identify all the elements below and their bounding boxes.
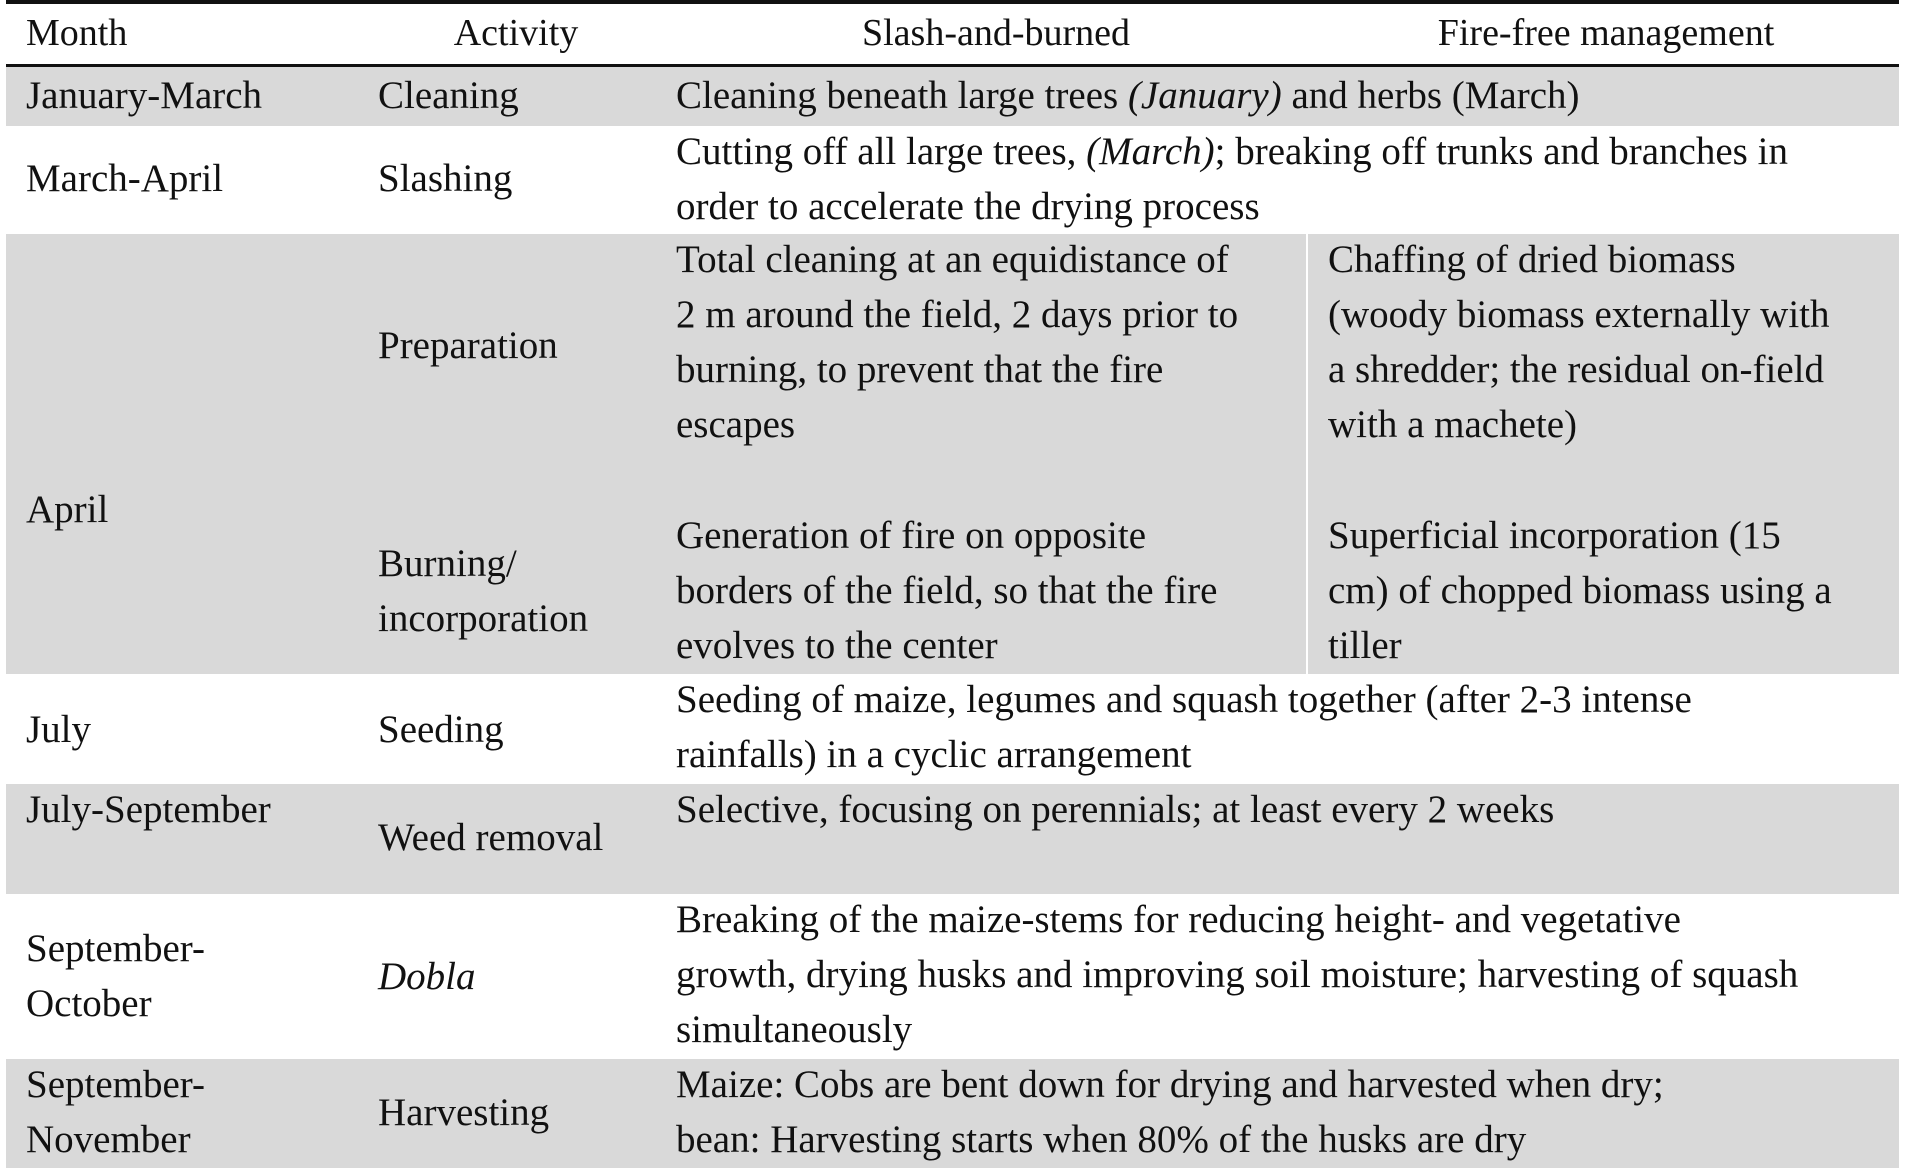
- description-line: Maize: Cobs are bent down for drying and harvested when dry;: [676, 1063, 1664, 1106]
- month-cell: January-March: [26, 74, 263, 117]
- description-line: tiller: [1328, 624, 1402, 667]
- description-line: Superficial incorporation (15: [1328, 514, 1781, 557]
- description-line: burning, to prevent that the fire: [676, 348, 1164, 391]
- description-line: cm) of chopped biomass using a: [1328, 569, 1832, 612]
- description-cell: [676, 892, 1798, 1057]
- description-line: Total cleaning at an equidistance of: [676, 238, 1229, 281]
- description-cell: [676, 68, 1580, 123]
- description-line: bean: Harvesting starts when 80% of the husks are dry: [676, 1118, 1527, 1161]
- table-row: [6, 1059, 1899, 1168]
- description-line: Burning/: [378, 542, 517, 585]
- description-line: evolves to the center: [676, 624, 998, 667]
- description-italic: (January): [1127, 74, 1282, 117]
- description-line: (woody biomass externally with: [1328, 293, 1830, 336]
- description-line: Breaking of the maize-stems for reducing height- and vegetative: [676, 898, 1681, 941]
- activity-cell: Slashing: [378, 157, 513, 200]
- table-row: [6, 67, 1899, 126]
- header-fire-free: Fire-free management: [1437, 12, 1775, 54]
- description-line: a shredder; the residual on-field: [1328, 348, 1824, 391]
- month-cell: [26, 1057, 205, 1167]
- column-divider: [1306, 234, 1308, 674]
- activity-cell-burning: [378, 536, 588, 646]
- description-line: September-: [26, 927, 205, 970]
- description-text: ; breaking off trunks and branches in: [1214, 130, 1788, 173]
- description-text: Cutting off all large trees,: [676, 130, 1087, 173]
- description-line: Generation of fire on opposite: [676, 514, 1147, 557]
- description-line: October: [26, 982, 152, 1025]
- description-line: growth, drying husks and improving soil moisture; harvesting of squash: [676, 953, 1799, 996]
- table-row: [6, 126, 1899, 234]
- header-row: [6, 4, 1899, 64]
- month-cell: [26, 921, 205, 1031]
- activity-table: [6, 0, 1899, 1168]
- description-cell: [676, 124, 1788, 234]
- table-row: [6, 674, 1899, 784]
- description-italic: (March): [1086, 130, 1215, 173]
- activity-cell: Cleaning: [378, 74, 519, 117]
- description-line: September-: [26, 1063, 205, 1106]
- description-line: rainfalls) in a cyclic arrangement: [676, 733, 1192, 776]
- description-cell: [676, 1057, 1664, 1167]
- activity-cell: Harvesting: [378, 1091, 550, 1134]
- description-text: and herbs (March): [1281, 74, 1580, 117]
- header-activity: Activity: [453, 12, 579, 54]
- table-row: [6, 234, 1899, 674]
- description-line: borders of the field, so that the fire: [676, 569, 1218, 612]
- description-line: order to accelerate the drying process: [676, 185, 1260, 228]
- description-line: Chaffing of dried biomass: [1328, 238, 1736, 281]
- month-cell: July-September: [26, 788, 271, 831]
- description-cell: [676, 672, 1692, 782]
- description-line: 2 m around the field, 2 days prior to: [676, 293, 1239, 336]
- description-line: incorporation: [378, 597, 589, 640]
- activity-cell: Seeding: [378, 708, 504, 751]
- header-month: Month: [26, 12, 128, 54]
- table-row: [6, 894, 1899, 1059]
- activity-cell: [378, 949, 476, 1004]
- activity-cell: Weed removal: [378, 816, 604, 859]
- description-line: escapes: [676, 403, 796, 446]
- slash-cell-burning: [676, 508, 1218, 673]
- description-line: with a machete): [1328, 403, 1578, 446]
- month-cell: March-April: [26, 157, 224, 200]
- table-row: [6, 784, 1899, 894]
- header-slash-and-burned: Slash-and-burned: [861, 12, 1131, 54]
- month-cell: April: [26, 488, 109, 531]
- month-cell: July: [26, 708, 92, 751]
- activity-italic: Dobla: [378, 955, 476, 998]
- description-line: November: [26, 1118, 191, 1161]
- description-text: Cleaning beneath large trees: [676, 74, 1128, 117]
- firefree-cell-burning: [1328, 508, 1832, 673]
- activity-cell-preparation: Preparation: [378, 324, 558, 367]
- description-line: [676, 124, 1788, 179]
- description-line: simultaneously: [676, 1008, 913, 1051]
- firefree-cell-preparation: [1328, 232, 1830, 452]
- description-cell: Selective, focusing on perennials; at least every 2 weeks: [676, 788, 1555, 831]
- slash-cell-preparation: [676, 232, 1238, 452]
- description-line: Seeding of maize, legumes and squash together (after 2-3 intense: [676, 678, 1692, 721]
